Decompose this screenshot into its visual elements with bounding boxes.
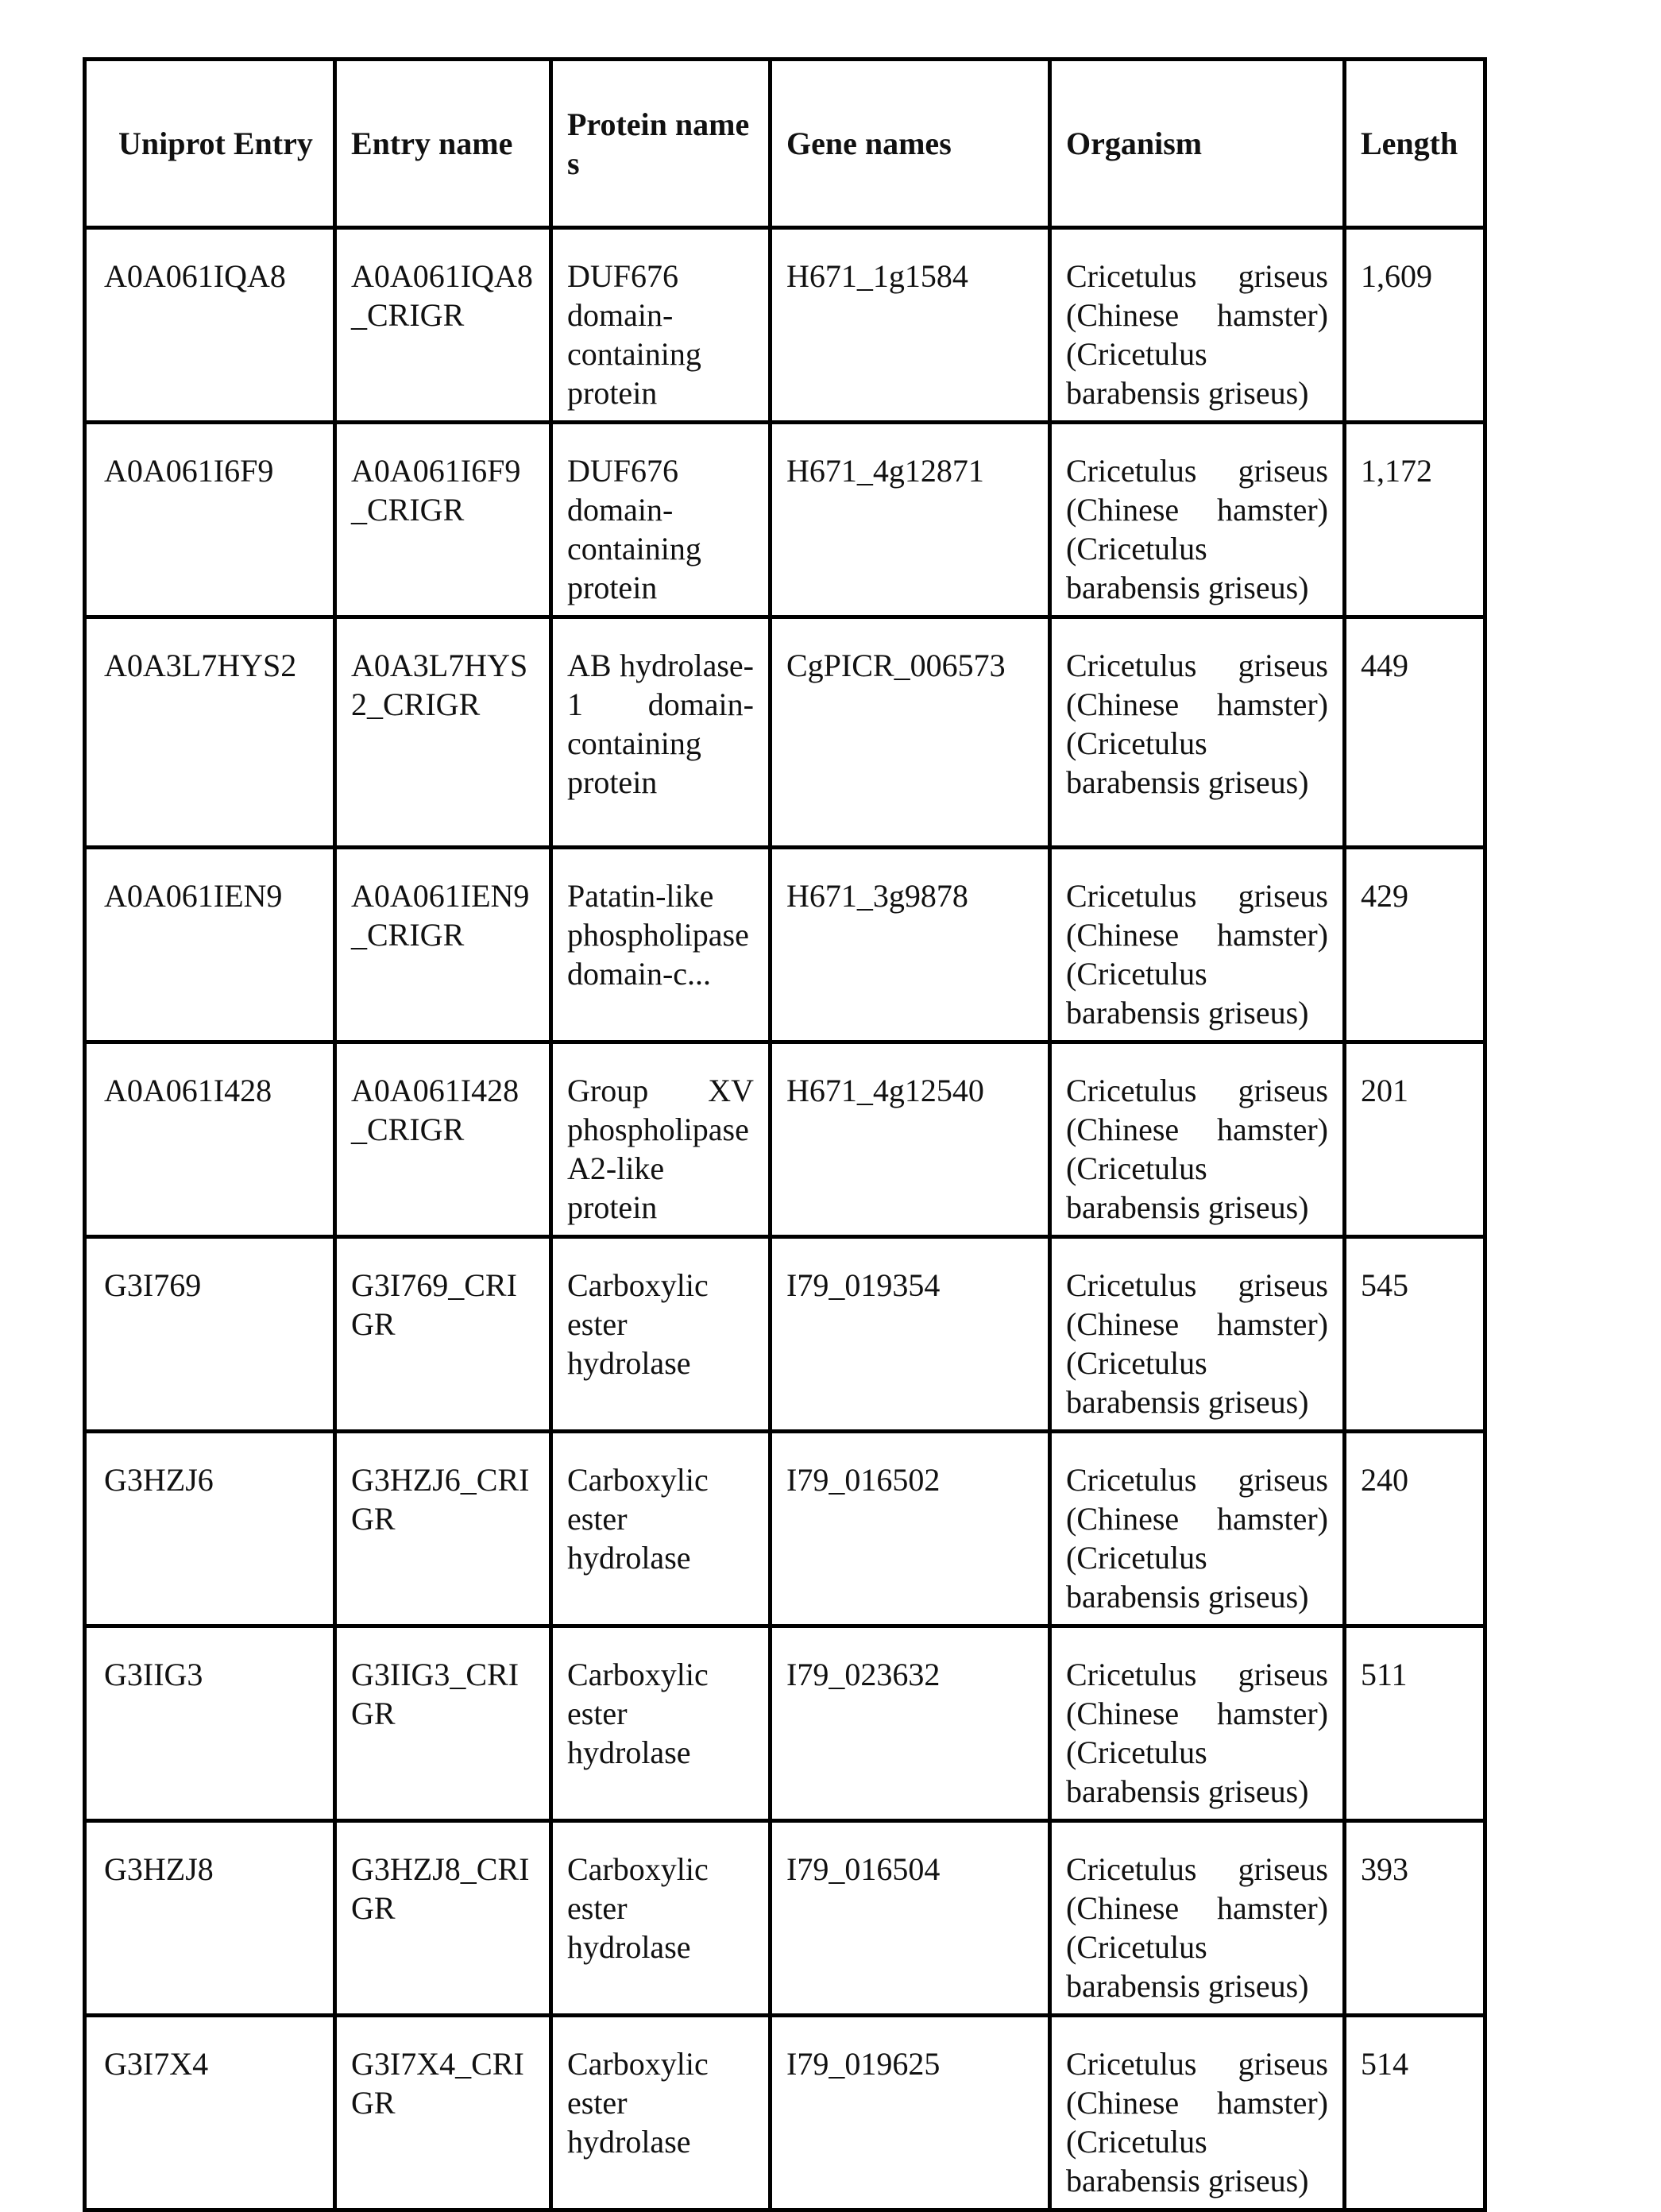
cell-organism: Cricetulus griseus (Chinese hamster) (Cricetulus barabensis griseus) bbox=[1050, 1432, 1345, 1626]
cell-gene: I79_019354 bbox=[771, 1237, 1050, 1432]
header-length: Length bbox=[1345, 60, 1485, 228]
cell-entry: G3HZJ8 bbox=[85, 1821, 335, 2016]
cell-protein: Carboxylic ester hydrolase bbox=[551, 1821, 771, 2016]
table-row bbox=[85, 1432, 1485, 1626]
cell-protein: Carboxylic ester hydrolase bbox=[551, 2016, 771, 2210]
cell-entry-name: A0A061I6F9_CRIGR bbox=[335, 423, 551, 617]
table-row bbox=[85, 228, 1485, 423]
cell-organism: Cricetulus griseus (Chinese hamster) (Cricetulus barabensis griseus) bbox=[1050, 2016, 1345, 2210]
cell-gene: H671_3g9878 bbox=[771, 848, 1050, 1042]
cell-protein: DUF676 domain-containing protein bbox=[551, 423, 771, 617]
protein-table bbox=[83, 57, 1487, 2212]
header-protein-names: Protein names bbox=[551, 60, 771, 228]
cell-entry-name: G3IIG3_CRIGR bbox=[335, 1626, 551, 1821]
cell-entry-name: G3I769_CRIGR bbox=[335, 1237, 551, 1432]
cell-entry: G3I7X4 bbox=[85, 2016, 335, 2210]
cell-protein: Carboxylic ester hydrolase bbox=[551, 1432, 771, 1626]
cell-length: 511 bbox=[1345, 1626, 1485, 1821]
cell-protein: Carboxylic ester hydrolase bbox=[551, 1626, 771, 1821]
cell-gene: CgPICR_006573 bbox=[771, 617, 1050, 848]
table-row bbox=[85, 423, 1485, 617]
cell-gene: I79_023632 bbox=[771, 1626, 1050, 1821]
table-row bbox=[85, 1821, 1485, 2016]
header-entry-name: Entry name bbox=[335, 60, 551, 228]
cell-gene: I79_019625 bbox=[771, 2016, 1050, 2210]
cell-entry-name: G3HZJ8_CRIGR bbox=[335, 1821, 551, 2016]
cell-organism: Cricetulus griseus (Chinese hamster) (Cricetulus barabensis griseus) bbox=[1050, 1042, 1345, 1237]
cell-length: 545 bbox=[1345, 1237, 1485, 1432]
header-row bbox=[85, 60, 1485, 228]
cell-protein: Carboxylic ester hydrolase bbox=[551, 1237, 771, 1432]
cell-organism: Cricetulus griseus (Chinese hamster) (Cricetulus barabensis griseus) bbox=[1050, 228, 1345, 423]
cell-organism: Cricetulus griseus (Chinese hamster) (Cricetulus barabensis griseus) bbox=[1050, 1626, 1345, 1821]
cell-entry-name: G3I7X4_CRIGR bbox=[335, 2016, 551, 2210]
cell-gene: I79_016502 bbox=[771, 1432, 1050, 1626]
table-row bbox=[85, 1237, 1485, 1432]
table-row bbox=[85, 1626, 1485, 1821]
cell-length: 240 bbox=[1345, 1432, 1485, 1626]
cell-entry: G3IIG3 bbox=[85, 1626, 335, 1821]
cell-organism: Cricetulus griseus (Chinese hamster) (Cricetulus barabensis griseus) bbox=[1050, 423, 1345, 617]
cell-entry: A0A3L7HYS2 bbox=[85, 617, 335, 848]
cell-entry-name: G3HZJ6_CRIGR bbox=[335, 1432, 551, 1626]
cell-length: 429 bbox=[1345, 848, 1485, 1042]
cell-entry: G3HZJ6 bbox=[85, 1432, 335, 1626]
cell-length: 514 bbox=[1345, 2016, 1485, 2210]
cell-gene: I79_016504 bbox=[771, 1821, 1050, 2016]
cell-length: 449 bbox=[1345, 617, 1485, 848]
cell-gene: H671_1g1584 bbox=[771, 228, 1050, 423]
cell-protein: AB hydrolase-1 domain-containing protein bbox=[551, 617, 771, 848]
cell-entry-name: A0A061I428_CRIGR bbox=[335, 1042, 551, 1237]
cell-entry: A0A061IEN9 bbox=[85, 848, 335, 1042]
cell-protein: Group XV phospholipase A2-like protein bbox=[551, 1042, 771, 1237]
cell-organism: Cricetulus griseus (Chinese hamster) (Cricetulus barabensis griseus) bbox=[1050, 1821, 1345, 2016]
table-row bbox=[85, 1042, 1485, 1237]
cell-length: 393 bbox=[1345, 1821, 1485, 2016]
cell-organism: Cricetulus griseus (Chinese hamster) (Cricetulus barabensis griseus) bbox=[1050, 1237, 1345, 1432]
cell-organism: Cricetulus griseus (Chinese hamster) (Cricetulus barabensis griseus) bbox=[1050, 617, 1345, 848]
cell-gene: H671_4g12540 bbox=[771, 1042, 1050, 1237]
header-uniprot-entry: Uniprot Entry bbox=[85, 60, 335, 228]
cell-entry-name: A0A061IEN9_CRIGR bbox=[335, 848, 551, 1042]
header-gene-names: Gene names bbox=[771, 60, 1050, 228]
table-row bbox=[85, 617, 1485, 848]
cell-protein: DUF676 domain-containing protein bbox=[551, 228, 771, 423]
cell-gene: H671_4g12871 bbox=[771, 423, 1050, 617]
cell-entry: A0A061IQA8 bbox=[85, 228, 335, 423]
cell-entry-name: A0A3L7HYS2_CRIGR bbox=[335, 617, 551, 848]
cell-length: 201 bbox=[1345, 1042, 1485, 1237]
cell-organism: Cricetulus griseus (Chinese hamster) (Cricetulus barabensis griseus) bbox=[1050, 848, 1345, 1042]
table-row bbox=[85, 2016, 1485, 2210]
cell-entry-name: A0A061IQA8_CRIGR bbox=[335, 228, 551, 423]
cell-length: 1,172 bbox=[1345, 423, 1485, 617]
cell-protein: Patatin-like phospholipase domain-c... bbox=[551, 848, 771, 1042]
cell-entry: A0A061I6F9 bbox=[85, 423, 335, 617]
table-row bbox=[85, 848, 1485, 1042]
cell-length: 1,609 bbox=[1345, 228, 1485, 423]
header-organism: Organism bbox=[1050, 60, 1345, 228]
cell-entry: A0A061I428 bbox=[85, 1042, 335, 1237]
cell-entry: G3I769 bbox=[85, 1237, 335, 1432]
